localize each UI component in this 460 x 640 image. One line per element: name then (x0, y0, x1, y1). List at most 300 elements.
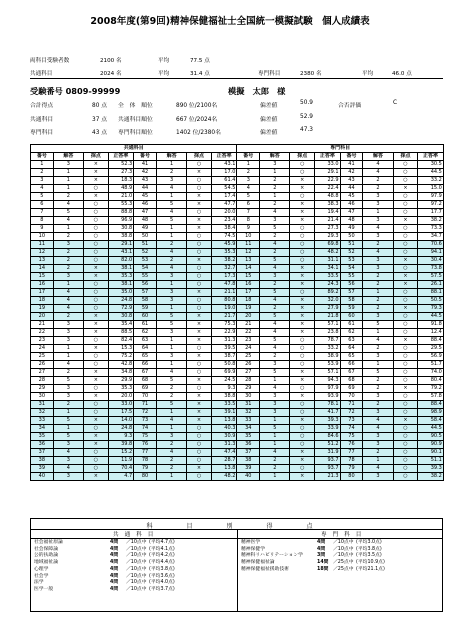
grid-cell-answer: 5 (260, 257, 290, 265)
grid-cell-question-no: 13 (31, 257, 54, 265)
grid-cell-question-no: 66 (134, 361, 157, 369)
grid-cell-correct-rate: 35.3 (108, 385, 134, 393)
grid-cell-question-no: 53 (134, 257, 157, 265)
grid-cell-correct-rate: 38.8 (211, 393, 237, 401)
grid-cell-question-no: 28 (31, 377, 54, 385)
grid-cell-mark: × (84, 169, 109, 177)
grid-cell-mark: ○ (84, 209, 109, 217)
grid-cell-mark: ○ (84, 289, 109, 297)
grid-header-no: 番号 (31, 153, 54, 161)
grid-cell-answer: 1 (260, 169, 290, 177)
grid-cell-question-no: 47 (134, 209, 157, 217)
grid-cell-question-no: 8 (237, 217, 260, 225)
grid-cell-question-no: 30 (31, 393, 54, 401)
grid-cell-answer: 2 (363, 385, 393, 393)
grid-cell-question-no: 60 (134, 313, 157, 321)
grid-cell-mark: × (187, 193, 212, 201)
grid-cell-mark: ○ (393, 241, 418, 249)
grid-cell-mark: ○ (393, 465, 418, 473)
summary-subject: 精神医学 (241, 540, 261, 545)
grid-cell-correct-rate: 61.4 (211, 177, 237, 185)
grid-cell-answer: 2 (156, 257, 186, 265)
grid-cell-mark: × (393, 217, 418, 225)
grid-cell-question-no: 72 (340, 409, 363, 417)
grid-cell-answer: 3 (53, 441, 83, 449)
grid-cell-mark: × (290, 393, 315, 401)
grid-cell-correct-rate: 31.1 (315, 257, 341, 265)
grid-cell-question-no: 65 (340, 353, 363, 361)
grid-cell-mark: ○ (290, 193, 315, 201)
summary-count: 4問 (110, 540, 119, 545)
grid-cell-mark: ○ (393, 161, 418, 169)
grid-cell-question-no: 19 (237, 305, 260, 313)
grid-cell-question-no: 10 (31, 233, 54, 241)
grid-cell-answer: 1 (260, 441, 290, 449)
grid-cell-mark: ○ (393, 353, 418, 361)
grid-cell-correct-rate: 17.4 (211, 193, 237, 201)
summary-average: (平均3.8点) (356, 546, 382, 552)
summary-out-of: ／25点中 (333, 566, 354, 572)
stat-total-examinees-label: 両科目受験者数 (30, 58, 70, 64)
grid-cell-correct-rate: 23.4 (211, 217, 237, 225)
grid-cell-mark: ○ (290, 465, 315, 473)
grid-cell-mark: ○ (84, 409, 109, 417)
grid-cell-mark: × (187, 217, 212, 225)
grid-cell-correct-rate: 75.2 (108, 353, 134, 361)
grid-cell-correct-rate: 29.1 (108, 241, 134, 249)
grid-row (31, 473, 444, 481)
grid-cell-answer: 4 (53, 361, 83, 369)
totals-rank-label: 全 体 順位 (118, 103, 153, 109)
grid-cell-answer: 3 (53, 393, 83, 401)
grid-cell-correct-rate: 94.1 (418, 249, 444, 257)
grid-cell-mark: × (84, 441, 109, 449)
grid-cell-correct-rate: 70.4 (108, 465, 134, 473)
grid-cell-mark: ○ (84, 401, 109, 409)
grid-cell-answer: 5 (260, 289, 290, 297)
totals-pass-label: 合否評価 (338, 103, 362, 109)
grid-cell-mark: ○ (187, 233, 212, 241)
grid-row (31, 257, 444, 265)
grid-cell-correct-rate: 38.2 (418, 217, 444, 225)
grid-cell-correct-rate: 19.4 (315, 209, 341, 217)
totals-deviation: 50.9 (300, 100, 313, 106)
summary-average: (平均10.9点) (356, 560, 385, 566)
grid-cell-mark: × (290, 473, 315, 481)
grid-cell-mark: ○ (187, 473, 212, 481)
grid-cell-mark: × (393, 257, 418, 265)
grid-cell-question-no: 4 (31, 185, 54, 193)
totals-row-label: 合計得点 (30, 103, 54, 109)
grid-cell-correct-rate: 88.1 (418, 289, 444, 297)
totals-pass-grade: C (393, 100, 398, 106)
grid-cell-answer: 2 (156, 241, 186, 249)
grid-cell-answer: 3 (363, 409, 393, 417)
grid-cell-correct-rate: 9.3 (211, 385, 237, 393)
grid-cell-mark: ○ (393, 169, 418, 177)
grid-cell-mark: ○ (393, 289, 418, 297)
grid-cell-answer: 2 (260, 201, 290, 209)
stat-special-count: 2380 名 (300, 71, 322, 77)
grid-cell-answer: 2 (363, 305, 393, 313)
grid-cell-correct-rate: 34.8 (108, 369, 134, 377)
summary-row-common (34, 553, 234, 560)
grid-cell-answer: 2 (53, 233, 83, 241)
grid-cell-question-no: 70 (340, 393, 363, 401)
grid-cell-answer: 3 (53, 337, 83, 345)
grid-cell-correct-rate: 73.3 (418, 225, 444, 233)
grid-cell-question-no: 77 (134, 449, 157, 457)
grid-cell-mark: ○ (393, 225, 418, 233)
totals-score: 80 点 (92, 103, 108, 109)
grid-cell-mark: ○ (393, 209, 418, 217)
grid-cell-mark: ○ (84, 225, 109, 233)
grid-cell-mark: ○ (187, 185, 212, 193)
grid-cell-answer: 2 (53, 193, 83, 201)
grid-cell-answer: 1 (53, 185, 83, 193)
grid-cell-answer: 1 (156, 305, 186, 313)
grid-cell-answer: 3 (156, 273, 186, 281)
grid-header-answer: 解答 (260, 153, 290, 161)
grid-cell-correct-rate: 90.5 (418, 433, 444, 441)
grid-row (31, 401, 444, 409)
grid-cell-answer: 1 (53, 409, 83, 417)
grid-cell-answer: 2 (156, 441, 186, 449)
grid-cell-answer: 3 (363, 433, 393, 441)
grid-cell-question-no: 59 (340, 305, 363, 313)
grid-cell-mark: × (84, 417, 109, 425)
grid-cell-question-no: 73 (340, 417, 363, 425)
grid-cell-mark: ○ (290, 337, 315, 345)
grid-cell-question-no: 5 (237, 193, 260, 201)
grid-cell-answer: 4 (260, 329, 290, 337)
grid-cell-question-no: 29 (31, 385, 54, 393)
grid-cell-correct-rate: 33.2 (315, 345, 341, 353)
grid-row (31, 369, 444, 377)
grid-cell-correct-rate: 96.9 (108, 217, 134, 225)
grid-cell-mark: × (290, 209, 315, 217)
grid-cell-mark: × (187, 337, 212, 345)
grid-cell-question-no: 20 (237, 313, 260, 321)
grid-cell-mark: ○ (84, 241, 109, 249)
grid-cell-question-no: 61 (134, 321, 157, 329)
grid-cell-question-no: 31 (237, 401, 260, 409)
grid-cell-question-no: 67 (340, 369, 363, 377)
grid-cell-answer: 3 (260, 273, 290, 281)
grid-cell-correct-rate: 79.2 (418, 385, 444, 393)
grid-cell-answer: 1 (156, 225, 186, 233)
summary-subject: 社会福祉原論 (34, 540, 63, 545)
grid-cell-mark: ○ (84, 281, 109, 289)
grid-cell-correct-rate: 29.9 (108, 377, 134, 385)
grid-cell-correct-rate: 30.9 (211, 433, 237, 441)
grid-cell-mark: ○ (84, 353, 109, 361)
summary-count: 4問 (110, 553, 119, 559)
summary-subject: 精神科リハビリテーション学 (241, 553, 303, 559)
grid-cell-mark: ○ (290, 401, 315, 409)
subject-summary (30, 518, 443, 612)
grid-cell-correct-rate: 24.8 (108, 425, 134, 433)
grid-cell-mark: ○ (290, 257, 315, 265)
grid-cell-correct-rate: 69.9 (211, 369, 237, 377)
grid-cell-answer: 5 (156, 377, 186, 385)
summary-average: (平均3.0点) (356, 540, 382, 545)
grid-cell-correct-rate: 57.8 (418, 393, 444, 401)
grid-cell-correct-rate: 31.9 (315, 449, 341, 457)
grid-cell-question-no: 18 (31, 297, 54, 305)
grid-row (31, 441, 444, 449)
grid-cell-correct-rate: 47.8 (211, 281, 237, 289)
grid-cell-question-no: 3 (31, 177, 54, 185)
grid-cell-question-no: 57 (134, 289, 157, 297)
grid-row (31, 289, 444, 297)
summary-count: 14問 (317, 560, 329, 566)
grid-cell-question-no: 12 (31, 249, 54, 257)
grid-cell-mark: ○ (187, 249, 212, 257)
grid-cell-question-no: 49 (340, 225, 363, 233)
grid-cell-question-no: 3 (237, 177, 260, 185)
summary-subject: 社会保障論 (34, 546, 58, 552)
grid-cell-correct-rate: 39.8 (108, 441, 134, 449)
totals-rank-label: 共通科目順位 (118, 117, 153, 123)
grid-cell-answer: 4 (363, 249, 393, 257)
totals-row-label: 共通科目 (30, 117, 54, 123)
grid-cell-question-no: 63 (340, 337, 363, 345)
grid-cell-mark: × (290, 329, 315, 337)
grid-cell-answer: 2 (156, 465, 186, 473)
grid-cell-answer: 3 (363, 233, 393, 241)
grid-cell-answer: 2 (363, 273, 393, 281)
grid-row (31, 321, 444, 329)
grid-row (31, 241, 444, 249)
grid-cell-answer: 4 (363, 337, 393, 345)
grid-cell-answer: 4 (363, 169, 393, 177)
grid-cell-answer: 1 (363, 209, 393, 217)
grid-cell-mark: ○ (393, 401, 418, 409)
grid-cell-correct-rate: 30.4 (418, 257, 444, 265)
grid-cell-correct-rate: 23.8 (315, 329, 341, 337)
grid-cell-question-no: 21 (237, 321, 260, 329)
grid-cell-question-no: 45 (340, 193, 363, 201)
grid-cell-question-no: 18 (237, 297, 260, 305)
grid-cell-answer: 2 (260, 233, 290, 241)
answer-grid (30, 144, 444, 481)
grid-cell-mark: ○ (290, 249, 315, 257)
grid-cell-correct-rate: 19.0 (211, 305, 237, 313)
summary-subject: 地域福祉論 (34, 560, 58, 566)
grid-cell-answer: 1 (156, 473, 186, 481)
grid-cell-question-no: 42 (134, 169, 157, 177)
grid-cell-correct-rate: 90.1 (418, 449, 444, 457)
summary-subject: 精神保健学 (241, 546, 265, 552)
grid-cell-question-no: 46 (134, 201, 157, 209)
grid-cell-correct-rate: 22.9 (315, 177, 341, 185)
grid-cell-mark: ○ (290, 353, 315, 361)
grid-cell-correct-rate: 38.7 (211, 353, 237, 361)
grid-cell-answer: 1 (260, 417, 290, 425)
grid-cell-correct-rate: 21.1 (211, 289, 237, 297)
grid-row (31, 313, 444, 321)
summary-count: 4問 (110, 573, 119, 579)
grid-cell-correct-rate: 44.5 (418, 425, 444, 433)
grid-cell-mark: × (84, 265, 109, 273)
grid-cell-correct-rate: 35.4 (108, 321, 134, 329)
grid-cell-answer: 3 (260, 409, 290, 417)
grid-cell-question-no: 71 (340, 401, 363, 409)
grid-cell-answer: 1 (363, 457, 393, 465)
totals-rank: 890 位/2100名 (176, 103, 218, 109)
grid-cell-answer: 4 (156, 369, 186, 377)
grid-cell-question-no: 74 (340, 425, 363, 433)
grid-cell-correct-rate: 17.7 (418, 209, 444, 217)
grid-cell-answer: 1 (260, 377, 290, 385)
grid-cell-question-no: 65 (134, 353, 157, 361)
grid-cell-question-no: 73 (134, 417, 157, 425)
grid-cell-mark: ○ (290, 345, 315, 353)
grid-cell-question-no: 34 (237, 425, 260, 433)
grid-cell-correct-rate: 22.4 (315, 185, 341, 193)
summary-average: (平均4.0点) (149, 580, 175, 586)
grid-cell-correct-rate: 35.0 (108, 289, 134, 297)
grid-cell-mark: ○ (290, 433, 315, 441)
grid-header-rate: 正答率 (211, 153, 237, 161)
grid-cell-correct-rate: 38.2 (211, 257, 237, 265)
grid-cell-correct-rate: 24.8 (108, 297, 134, 305)
grid-cell-correct-rate: 27.3 (315, 225, 341, 233)
grid-cell-mark: ○ (84, 305, 109, 313)
grid-cell-mark: ○ (84, 185, 109, 193)
grid-cell-correct-rate: 56.9 (418, 353, 444, 361)
grid-cell-correct-rate: 82.0 (108, 257, 134, 265)
grid-cell-question-no: 21 (31, 321, 54, 329)
grid-cell-correct-rate: 41.7 (315, 409, 341, 417)
grid-cell-mark: ○ (393, 473, 418, 481)
grid-cell-answer: 2 (156, 385, 186, 393)
grid-cell-question-no: 50 (340, 233, 363, 241)
grid-cell-mark: ○ (393, 193, 418, 201)
grid-cell-question-no: 5 (31, 193, 54, 201)
summary-title: 科 目 別 得 点 (146, 523, 327, 530)
grid-cell-question-no: 50 (134, 233, 157, 241)
grid-header-answer: 解答 (53, 153, 83, 161)
grid-cell-correct-rate: 48.2 (211, 473, 237, 481)
grid-cell-question-no: 26 (31, 361, 54, 369)
grid-cell-question-no: 9 (237, 225, 260, 233)
grid-cell-correct-rate: 50.8 (211, 361, 237, 369)
grid-cell-answer: 1 (156, 409, 186, 417)
grid-cell-answer: 4 (156, 209, 186, 217)
summary-out-of: ／25点中 (333, 560, 354, 566)
grid-cell-question-no: 11 (237, 241, 260, 249)
summary-out-of: ／10点中 (126, 540, 147, 545)
summary-row-common (34, 540, 234, 547)
grid-cell-correct-rate: 17.5 (108, 409, 134, 417)
examinee-name: 模擬 太郎 様 (228, 86, 286, 96)
grid-header-mark: 採点 (290, 153, 315, 161)
grid-cell-answer: 2 (156, 457, 186, 465)
grid-cell-correct-rate: 38.2 (418, 473, 444, 481)
grid-cell-question-no: 36 (237, 441, 260, 449)
grid-cell-answer: 1 (53, 281, 83, 289)
grid-cell-question-no: 68 (340, 377, 363, 385)
grid-cell-correct-rate: 18.3 (108, 177, 134, 185)
grid-cell-correct-rate: 51.1 (418, 457, 444, 465)
grid-cell-question-no: 56 (340, 281, 363, 289)
summary-average: (平均4.2点) (149, 553, 175, 559)
grid-cell-correct-rate: 45.9 (211, 241, 237, 249)
grid-cell-mark: × (393, 281, 418, 289)
grid-cell-question-no: 47 (340, 209, 363, 217)
grid-cell-mark: × (187, 225, 212, 233)
grid-cell-question-no: 69 (340, 385, 363, 393)
summary-special-header: 専門科目 (321, 532, 368, 538)
grid-cell-question-no: 69 (134, 385, 157, 393)
grid-cell-mark: ○ (393, 345, 418, 353)
grid-cell-answer: 1 (53, 225, 83, 233)
grid-cell-correct-rate: 93.9 (315, 393, 341, 401)
grid-cell-answer: 3 (363, 257, 393, 265)
grid-row (31, 393, 444, 401)
totals-row-label: 専門科目 (30, 130, 54, 136)
grid-cell-mark: ○ (84, 201, 109, 209)
grid-cell-correct-rate: 88.4 (418, 401, 444, 409)
grid-cell-correct-rate: 47.4 (211, 449, 237, 457)
grid-cell-question-no: 51 (134, 241, 157, 249)
grid-cell-mark: × (290, 417, 315, 425)
grid-cell-correct-rate: 29.3 (315, 233, 341, 241)
grid-cell-mark: × (187, 257, 212, 265)
grid-cell-question-no: 56 (134, 281, 157, 289)
grid-cell-answer: 3 (260, 401, 290, 409)
grid-cell-mark: × (393, 337, 418, 345)
grid-cell-question-no: 41 (340, 161, 363, 169)
grid-cell-question-no: 30 (237, 393, 260, 401)
grid-row (31, 361, 444, 369)
grid-cell-mark: ○ (290, 289, 315, 297)
grid-cell-correct-rate: 51.2 (315, 441, 341, 449)
grid-cell-question-no: 55 (340, 273, 363, 281)
grid-cell-question-no: 24 (31, 345, 54, 353)
grid-cell-question-no: 39 (237, 465, 260, 473)
grid-cell-correct-rate: 31.3 (211, 337, 237, 345)
summary-average: (平均21.1点) (356, 566, 385, 572)
summary-count: 3問 (317, 553, 326, 559)
grid-cell-question-no: 33 (31, 417, 54, 425)
grid-cell-question-no: 53 (340, 257, 363, 265)
grid-cell-correct-rate: 44.5 (418, 313, 444, 321)
grid-cell-answer: 2 (53, 401, 83, 409)
grid-cell-question-no: 80 (134, 473, 157, 481)
grid-cell-mark: ○ (393, 425, 418, 433)
grid-cell-correct-rate: 30.8 (108, 225, 134, 233)
grid-cell-answer: 3 (363, 193, 393, 201)
summary-count: 4問 (110, 586, 119, 592)
grid-cell-correct-rate: 20.0 (211, 209, 237, 217)
grid-cell-question-no: 14 (31, 265, 54, 273)
grid-cell-answer: 2 (260, 457, 290, 465)
grid-cell-answer: 5 (260, 369, 290, 377)
grid-cell-answer: 4 (156, 185, 186, 193)
grid-cell-mark: ○ (290, 441, 315, 449)
grid-cell-correct-rate: 27.9 (315, 305, 341, 313)
grid-cell-question-no: 2 (31, 169, 54, 177)
totals-deviation: 47.3 (300, 127, 313, 133)
grid-cell-question-no: 37 (31, 449, 54, 457)
grid-cell-mark: ○ (84, 465, 109, 473)
grid-cell-mark: × (290, 217, 315, 225)
grid-cell-answer: 5 (53, 433, 83, 441)
grid-cell-answer: 3 (363, 353, 393, 361)
